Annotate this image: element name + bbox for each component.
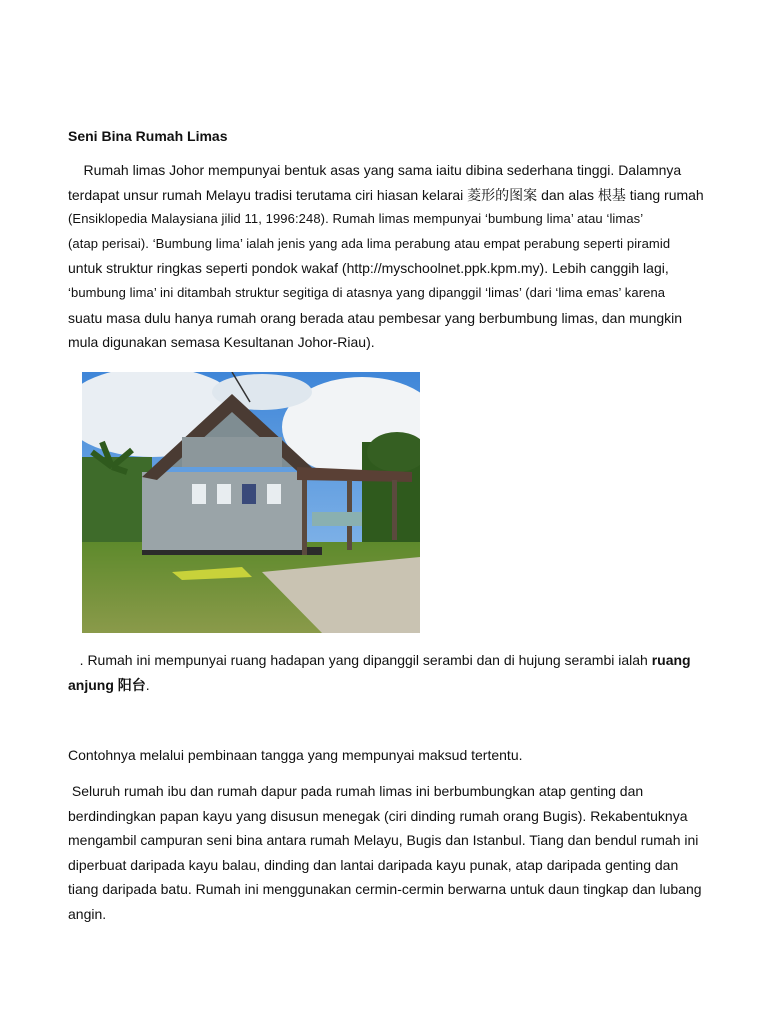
text-line: angin. xyxy=(68,905,107,922)
text-line: ‘bumbung lima’ ini ditambah struktur segitiga di atasnya yang dipanggil ‘limas’ (dari ‘lima emas’ karena xyxy=(68,284,666,300)
text-line: suatu masa dulu hanya rumah orang berada atau pembesar yang berbumbung limas, dan mungkin xyxy=(68,309,683,326)
rumah-limas-photo xyxy=(82,372,420,633)
text-run: . Rumah ini mempunyai ruang hadapan yang dipanggil serambi dan di hujung serambi ialah xyxy=(68,652,652,668)
text-line: berdindingkan papan kayu yang disusun menegak (ciri dinding rumah orang Bugis). Rekabentuknya xyxy=(68,807,688,824)
text-line: mengambil campuran seni bina antara rumah Melayu, Bugis dan Istanbul. Tiang dan bendul rumah ini xyxy=(68,832,699,849)
paragraph-tangga xyxy=(68,743,704,768)
bold-term: ruang xyxy=(651,652,691,668)
text-line: (atap perisai). ‘Bumbung lima’ ialah jenis yang ada lima perabung atau empat perabung seperti piramid xyxy=(68,235,671,251)
text-line: Rumah limas Johor mempunyai bentuk asas yang sama iaitu dibina sederhana tinggi. Dalamnya xyxy=(68,162,682,178)
text-line: mula digunakan semasa Kesultanan Johor-Riau). xyxy=(68,334,375,351)
text-line: terdapat unsur rumah Melayu tradisi terutama ciri hiasan kelarai 菱形的图案 dan alas 根基 tiang rumah xyxy=(68,186,704,203)
text-run: . xyxy=(145,676,150,693)
text-line: untuk struktur ringkas seperti pondok wakaf (http://myschoolnet.ppk.kpm.my). Lebih canggih lagi, xyxy=(68,260,669,277)
bold-term: anjung 阳台 xyxy=(68,676,146,693)
text-line: Seluruh rumah ibu dan rumah dapur pada rumah limas ini berbumbungkan atap genting dan xyxy=(68,783,644,799)
text-line: (Ensiklopedia Malaysiana jilid 11, 1996:248). Rumah limas mempunyai ‘bumbung lima’ atau ‘limas’ xyxy=(68,211,644,227)
paragraph-binaan xyxy=(68,779,704,927)
text-line: Contohnya melalui pembinaan tangga yang mempunyai maksud tertentu. xyxy=(68,747,523,763)
section-title: Seni Bina Rumah Limas xyxy=(68,128,228,144)
paragraph-anjung xyxy=(68,648,704,697)
text-line: diperbuat daripada kayu balau, dinding dan lantai daripada kayu punak, atap daripada genting dan xyxy=(68,856,679,873)
paragraph-intro xyxy=(68,158,704,355)
text-line: tiang daripada batu. Rumah ini menggunakan cermin-cermin berwarna untuk daun tingkap dan lubang xyxy=(68,881,702,898)
